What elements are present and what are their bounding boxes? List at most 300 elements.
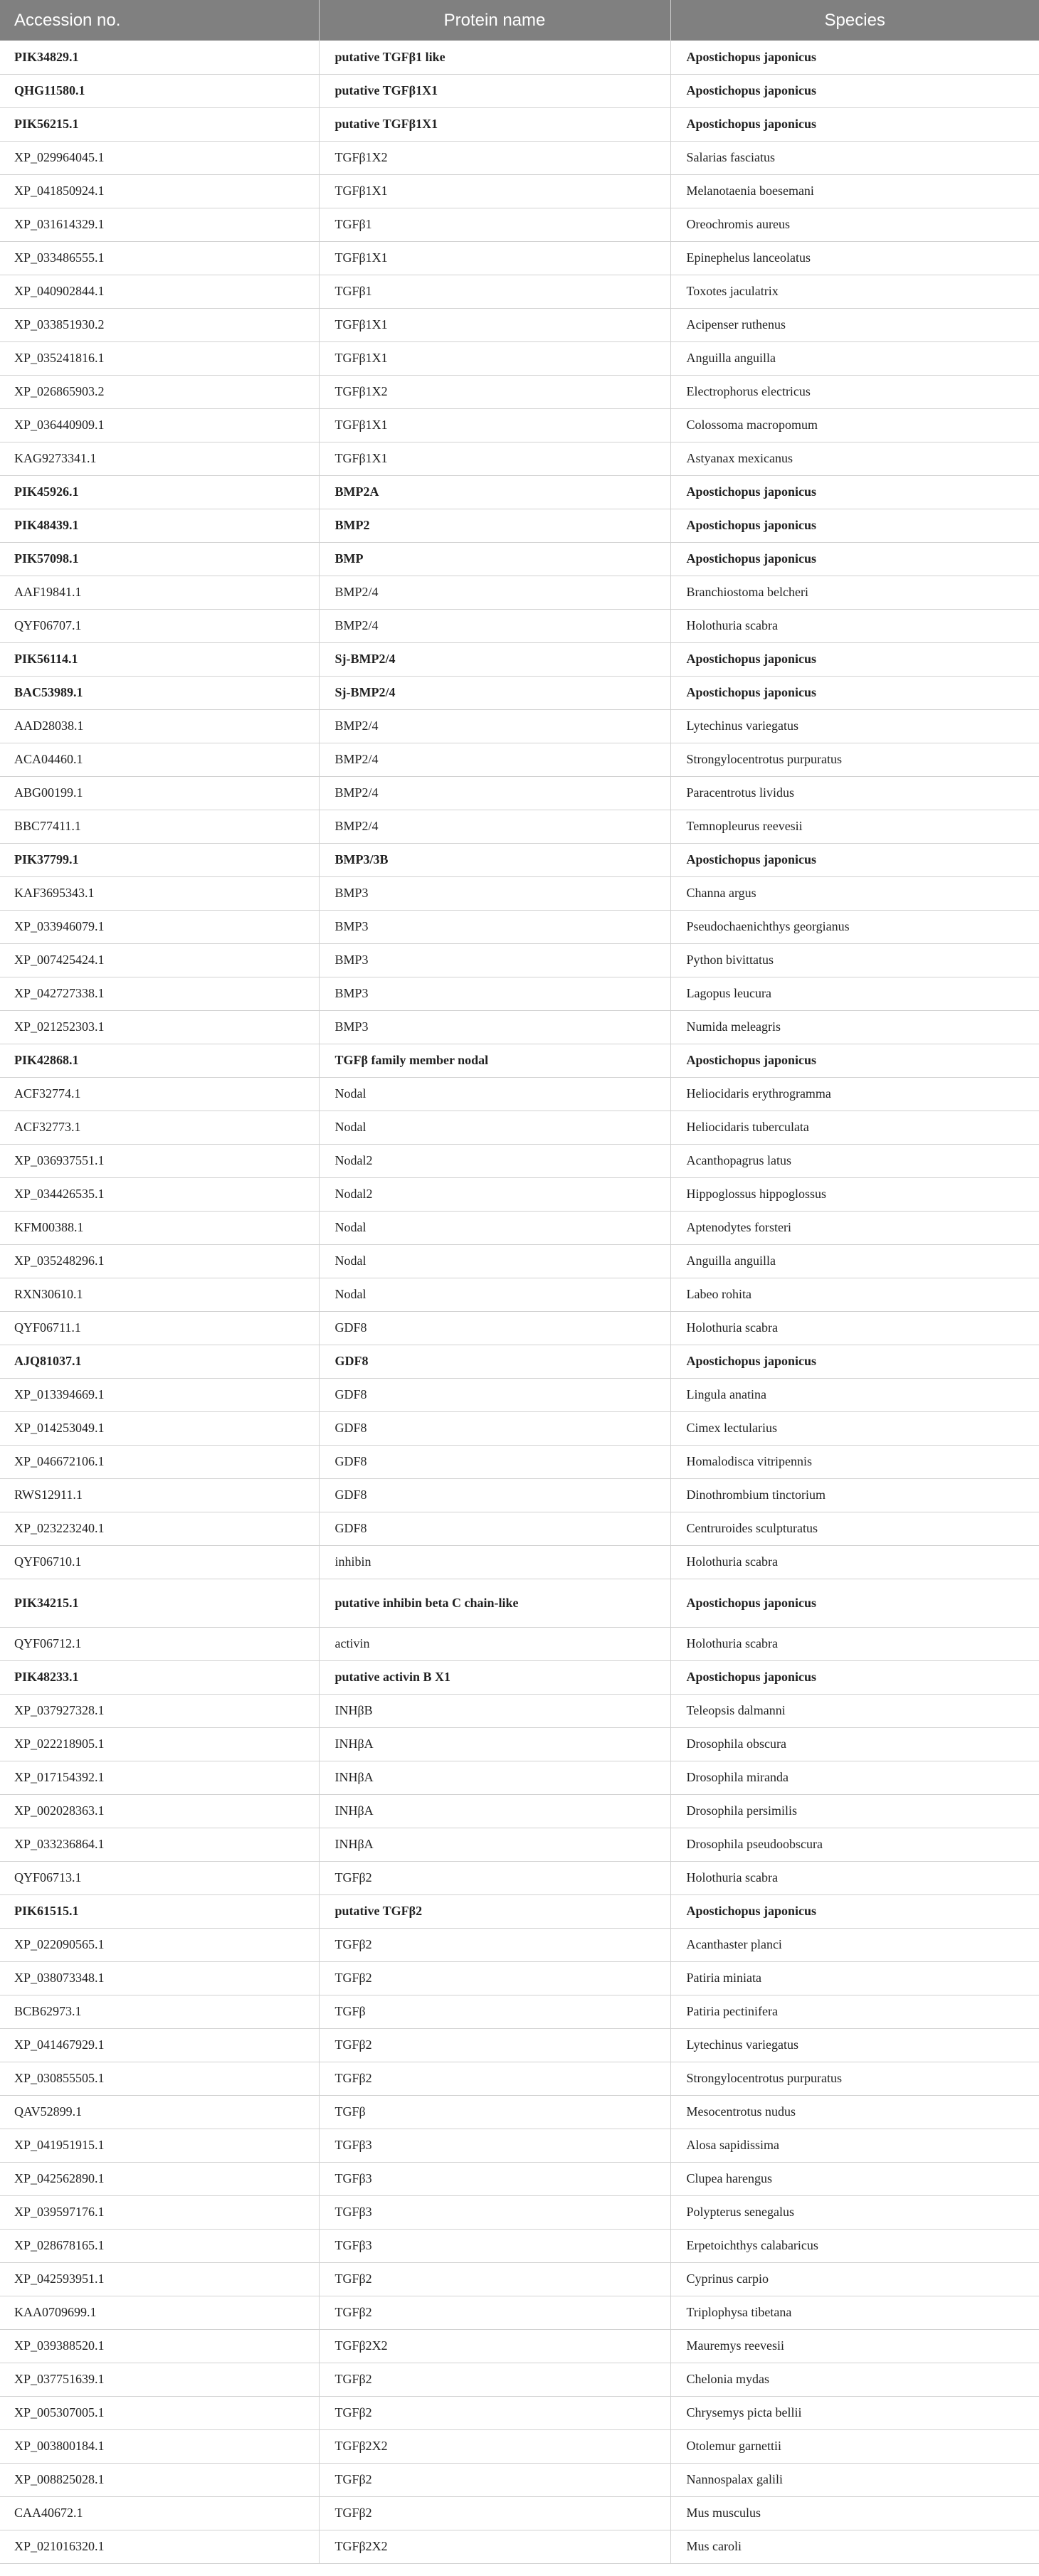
- species-cell: Apostichopus japonicus: [670, 1044, 1039, 1077]
- protein-name-cell: TGFβ1X1: [319, 341, 670, 375]
- protein-name-cell: Sj-BMP2/4: [319, 676, 670, 709]
- species-cell: Paracentrotus lividus: [670, 776, 1039, 810]
- protein-name-cell: GDF8: [319, 1345, 670, 1378]
- protein-name-cell: TGFβ3: [319, 2195, 670, 2229]
- species-cell: Holothuria scabra: [670, 1627, 1039, 1660]
- species-cell: Acanthaster planci: [670, 1928, 1039, 1961]
- table-row: [0, 2463, 1039, 2496]
- protein-name-cell: BMP2/4: [319, 609, 670, 642]
- protein-name-cell: TGFβ1X2: [319, 141, 670, 174]
- table-row: [0, 1545, 1039, 1579]
- protein-name-cell: INHβA: [319, 1828, 670, 1861]
- table-row: [0, 341, 1039, 375]
- protein-name-cell: TGFβ2: [319, 2262, 670, 2296]
- header-species: Species: [670, 0, 1039, 41]
- table-row: [0, 1660, 1039, 1694]
- protein-name-cell: INHβA: [319, 1794, 670, 1828]
- protein-name-cell: Nodal: [319, 1111, 670, 1144]
- species-cell: Acipenser ruthenus: [670, 308, 1039, 341]
- species-cell: Otolemur garnettii: [670, 2429, 1039, 2463]
- species-cell: Drosophila miranda: [670, 1761, 1039, 1794]
- protein-name-cell: GDF8: [319, 1378, 670, 1411]
- protein-name-cell: Nodal: [319, 1211, 670, 1244]
- accession-cell: PIK45926.1: [14, 484, 79, 499]
- protein-name-cell: TGFβ2: [319, 1861, 670, 1894]
- table-row: [0, 275, 1039, 308]
- table-row: [0, 1727, 1039, 1761]
- table-row: [0, 810, 1039, 843]
- protein-name-cell: TGFβ2: [319, 2363, 670, 2396]
- protein-name-cell: TGFβ2: [319, 2028, 670, 2062]
- table-row: [0, 2095, 1039, 2129]
- protein-name-cell: putative TGFβ1 like: [319, 41, 670, 74]
- protein-name-cell: BMP2/4: [319, 743, 670, 776]
- protein-name-cell: BMP2: [319, 509, 670, 542]
- protein-name-cell: TGFβ2: [319, 2463, 670, 2496]
- accession-cell: PIK42868.1: [14, 1053, 79, 1067]
- accession-cell: PIK34215.1: [14, 1595, 79, 1610]
- species-cell: Oreochromis aureus: [670, 208, 1039, 241]
- accession-cell: PIK34829.1: [14, 49, 79, 64]
- accession-cell: XP_033946079.1: [14, 919, 105, 933]
- accession-cell: XP_042562890.1: [14, 2171, 105, 2185]
- protein-name-cell: BMP3/3B: [319, 843, 670, 876]
- table-row: [0, 2530, 1039, 2563]
- protein-name-cell: BMP2/4: [319, 576, 670, 609]
- table-row: [0, 208, 1039, 241]
- species-cell: Erpetoichthys calabaricus: [670, 2229, 1039, 2262]
- species-cell: Colossoma macropomum: [670, 408, 1039, 442]
- table-row: [0, 1761, 1039, 1794]
- accession-cell: ABG00199.1: [14, 785, 83, 800]
- table-row: [0, 542, 1039, 576]
- protein-name-cell: INHβA: [319, 1727, 670, 1761]
- species-cell: Drosophila obscura: [670, 1727, 1039, 1761]
- protein-name-cell: BMP3: [319, 943, 670, 977]
- accession-cell: XP_005307005.1: [14, 2405, 105, 2419]
- species-cell: Homalodisca vitripennis: [670, 1445, 1039, 1478]
- table-row: [0, 2062, 1039, 2095]
- species-cell: Electrophorus electricus: [670, 375, 1039, 408]
- protein-name-cell: TGFβ3: [319, 2129, 670, 2162]
- species-cell: Epinephelus lanceolatus: [670, 241, 1039, 275]
- accession-cell: XP_013394669.1: [14, 1387, 105, 1401]
- accession-cell: XP_021016320.1: [14, 2539, 105, 2553]
- species-cell: Apostichopus japonicus: [670, 542, 1039, 576]
- table-row: [0, 41, 1039, 74]
- protein-name-cell: BMP2A: [319, 475, 670, 509]
- accession-cell: XP_030855505.1: [14, 2071, 105, 2085]
- table-row: [0, 308, 1039, 341]
- table-row: [0, 2229, 1039, 2262]
- table-row: [0, 174, 1039, 208]
- protein-name-cell: Nodal: [319, 1244, 670, 1278]
- accession-cell: XP_023223240.1: [14, 1521, 105, 1535]
- species-cell: Patiria miniata: [670, 1961, 1039, 1995]
- species-cell: Heliocidaris tuberculata: [670, 1111, 1039, 1144]
- protein-name-cell: putative TGFβ1X1: [319, 107, 670, 141]
- accession-cell: XP_046672106.1: [14, 1454, 105, 1468]
- table-header: [0, 0, 1039, 41]
- protein-name-cell: putative activin B X1: [319, 1660, 670, 1694]
- accession-cell: PIK37799.1: [14, 852, 79, 866]
- table-body: [0, 41, 1039, 2563]
- accession-cell: XP_042727338.1: [14, 986, 105, 1000]
- table-row: [0, 1077, 1039, 1111]
- accession-cell: KAF3695343.1: [14, 886, 95, 900]
- table-row: [0, 2396, 1039, 2429]
- table-row: [0, 74, 1039, 107]
- species-cell: Apostichopus japonicus: [670, 843, 1039, 876]
- accession-cell: XP_026865903.2: [14, 384, 105, 398]
- accession-cell: XP_042593951.1: [14, 2272, 105, 2286]
- species-cell: Pseudochaenichthys georgianus: [670, 910, 1039, 943]
- accession-cell: XP_028678165.1: [14, 2238, 105, 2252]
- species-cell: Teleopsis dalmanni: [670, 1694, 1039, 1727]
- table-row: [0, 1211, 1039, 1244]
- species-cell: Cimex lectularius: [670, 1411, 1039, 1445]
- table-row: [0, 843, 1039, 876]
- table-row: [0, 2363, 1039, 2396]
- protein-name-cell: INHβA: [319, 1761, 670, 1794]
- accession-cell: AAD28038.1: [14, 719, 84, 733]
- species-cell: Numida meleagris: [670, 1010, 1039, 1044]
- protein-name-cell: TGFβ2X2: [319, 2530, 670, 2563]
- table-row: [0, 1445, 1039, 1478]
- accession-cell: BCB62973.1: [14, 2004, 82, 2018]
- table-row: [0, 107, 1039, 141]
- species-cell: Melanotaenia boesemani: [670, 174, 1039, 208]
- species-cell: Holothuria scabra: [670, 1311, 1039, 1345]
- protein-name-cell: TGFβ2: [319, 2062, 670, 2095]
- accession-cell: XP_034426535.1: [14, 1187, 105, 1201]
- protein-name-cell: inhibin: [319, 1545, 670, 1579]
- table-row: [0, 1828, 1039, 1861]
- protein-name-cell: TGFβ1X1: [319, 241, 670, 275]
- species-cell: Apostichopus japonicus: [670, 74, 1039, 107]
- accession-cell: ACA04460.1: [14, 752, 83, 766]
- accession-cell: KFM00388.1: [14, 1220, 84, 1234]
- species-cell: Mesocentrotus nudus: [670, 2095, 1039, 2129]
- species-cell: Holothuria scabra: [670, 1861, 1039, 1894]
- species-cell: Mauremys reevesii: [670, 2329, 1039, 2363]
- table-row: [0, 642, 1039, 676]
- protein-name-cell: BMP: [319, 542, 670, 576]
- table-row: [0, 2429, 1039, 2463]
- header-row: [0, 0, 1039, 41]
- table-row: [0, 576, 1039, 609]
- species-cell: Lingula anatina: [670, 1378, 1039, 1411]
- species-cell: Apostichopus japonicus: [670, 1660, 1039, 1694]
- species-cell: Python bivittatus: [670, 943, 1039, 977]
- protein-name-cell: BMP2/4: [319, 810, 670, 843]
- species-cell: Drosophila persimilis: [670, 1794, 1039, 1828]
- protein-name-cell: GDF8: [319, 1512, 670, 1545]
- species-cell: Apostichopus japonicus: [670, 1894, 1039, 1928]
- table-row: [0, 943, 1039, 977]
- protein-name-cell: TGFβ2X2: [319, 2329, 670, 2363]
- protein-name-cell: BMP3: [319, 977, 670, 1010]
- species-cell: Apostichopus japonicus: [670, 642, 1039, 676]
- accession-cell: KAG9273341.1: [14, 451, 97, 465]
- species-cell: Mus musculus: [670, 2496, 1039, 2530]
- accession-cell: XP_021252303.1: [14, 1019, 105, 1034]
- table-row: [0, 1579, 1039, 1627]
- table-row: [0, 609, 1039, 642]
- table-row: [0, 2028, 1039, 2062]
- accession-cell: XP_014253049.1: [14, 1421, 105, 1435]
- table-row: [0, 141, 1039, 174]
- table-row: [0, 408, 1039, 442]
- table-row: [0, 1894, 1039, 1928]
- species-cell: Lytechinus variegatus: [670, 2028, 1039, 2062]
- accession-cell: XP_037927328.1: [14, 1703, 105, 1717]
- accession-cell: XP_035241816.1: [14, 351, 105, 365]
- table-row: [0, 2329, 1039, 2363]
- accession-cell: XP_003800184.1: [14, 2439, 105, 2453]
- accession-cell: XP_008825028.1: [14, 2472, 105, 2486]
- accession-cell: XP_039388520.1: [14, 2338, 105, 2353]
- table-row: [0, 1378, 1039, 1411]
- accession-cell: AJQ81037.1: [14, 1354, 82, 1368]
- accession-cell: XP_039597176.1: [14, 2205, 105, 2219]
- protein-name-cell: putative TGFβ2: [319, 1894, 670, 1928]
- accession-cell: ACF32774.1: [14, 1086, 81, 1101]
- table-row: [0, 1311, 1039, 1345]
- species-cell: Lagopus leucura: [670, 977, 1039, 1010]
- accession-cell: XP_033236864.1: [14, 1837, 105, 1851]
- accession-cell: RXN30610.1: [14, 1287, 83, 1301]
- accession-cell: CAA40672.1: [14, 2506, 83, 2520]
- species-cell: Strongylocentrotus purpuratus: [670, 2062, 1039, 2095]
- species-cell: Alosa sapidissima: [670, 2129, 1039, 2162]
- protein-name-cell: TGFβ2: [319, 1961, 670, 1995]
- protein-name-cell: activin: [319, 1627, 670, 1660]
- accession-cell: ACF32773.1: [14, 1120, 81, 1134]
- table-row: [0, 1144, 1039, 1177]
- accession-cell: XP_029964045.1: [14, 150, 105, 164]
- accession-cell: KAA0709699.1: [14, 2305, 97, 2319]
- species-cell: Branchiostoma belcheri: [670, 576, 1039, 609]
- table-row: [0, 1627, 1039, 1660]
- table-row: [0, 442, 1039, 475]
- species-cell: Triplophysa tibetana: [670, 2296, 1039, 2329]
- protein-name-cell: TGFβ1X1: [319, 408, 670, 442]
- table-row: [0, 1345, 1039, 1378]
- accession-cell: XP_033486555.1: [14, 250, 105, 265]
- table-row: [0, 509, 1039, 542]
- accession-cell: XP_040902844.1: [14, 284, 105, 298]
- table-row: [0, 1411, 1039, 1445]
- accession-cell: XP_036440909.1: [14, 418, 105, 432]
- species-cell: Apostichopus japonicus: [670, 1579, 1039, 1627]
- table-row: [0, 1478, 1039, 1512]
- protein-name-cell: TGFβ2: [319, 2296, 670, 2329]
- accession-cell: XP_036937551.1: [14, 1153, 105, 1167]
- species-cell: Clupea harengus: [670, 2162, 1039, 2195]
- accession-cell: PIK48439.1: [14, 518, 79, 532]
- accession-cell: PIK56215.1: [14, 117, 79, 131]
- species-cell: Labeo rohita: [670, 1278, 1039, 1311]
- species-cell: Apostichopus japonicus: [670, 41, 1039, 74]
- header-protein-name: Protein name: [319, 0, 670, 41]
- species-cell: Temnopleurus reevesii: [670, 810, 1039, 843]
- species-cell: Patiria pectinifera: [670, 1995, 1039, 2028]
- protein-name-cell: TGFβ2: [319, 1928, 670, 1961]
- accession-cell: XP_041850924.1: [14, 184, 105, 198]
- protein-name-cell: TGFβ1: [319, 208, 670, 241]
- table-row: [0, 475, 1039, 509]
- header-accession: Accession no.: [14, 10, 121, 30]
- accession-cell: XP_017154392.1: [14, 1770, 105, 1784]
- protein-name-cell: TGFβ family member nodal: [319, 1044, 670, 1077]
- species-cell: Strongylocentrotus purpuratus: [670, 743, 1039, 776]
- protein-name-cell: TGFβ2: [319, 2496, 670, 2530]
- species-cell: Heliocidaris erythrogramma: [670, 1077, 1039, 1111]
- accession-cell: PIK56114.1: [14, 652, 78, 666]
- table-row: [0, 2162, 1039, 2195]
- table-row: [0, 2129, 1039, 2162]
- accession-cell: QYF06711.1: [14, 1320, 81, 1335]
- table-row: [0, 1512, 1039, 1545]
- protein-name-cell: BMP3: [319, 876, 670, 910]
- accession-cell: XP_038073348.1: [14, 1971, 105, 1985]
- accession-cell: RWS12911.1: [14, 1488, 83, 1502]
- species-cell: Chrysemys picta bellii: [670, 2396, 1039, 2429]
- protein-name-cell: BMP2/4: [319, 776, 670, 810]
- accession-cell: PIK57098.1: [14, 551, 79, 566]
- accession-cell: BBC77411.1: [14, 819, 81, 833]
- table-row: [0, 2496, 1039, 2530]
- protein-name-cell: GDF8: [319, 1478, 670, 1512]
- species-cell: Apostichopus japonicus: [670, 475, 1039, 509]
- protein-name-cell: Nodal2: [319, 1177, 670, 1211]
- species-cell: Anguilla anguilla: [670, 341, 1039, 375]
- protein-name-cell: putative TGFβ1X1: [319, 74, 670, 107]
- accession-cell: XP_037751639.1: [14, 2372, 105, 2386]
- table-row: [0, 1694, 1039, 1727]
- protein-name-cell: TGFβ1X1: [319, 308, 670, 341]
- table-row: [0, 1044, 1039, 1077]
- table-row: [0, 1861, 1039, 1894]
- species-cell: Apostichopus japonicus: [670, 509, 1039, 542]
- protein-name-cell: TGFβ: [319, 2095, 670, 2129]
- species-cell: Apostichopus japonicus: [670, 1345, 1039, 1378]
- species-cell: Chelonia mydas: [670, 2363, 1039, 2396]
- protein-name-cell: Nodal2: [319, 1144, 670, 1177]
- species-cell: Astyanax mexicanus: [670, 442, 1039, 475]
- species-cell: Toxotes jaculatrix: [670, 275, 1039, 308]
- protein-name-cell: GDF8: [319, 1445, 670, 1478]
- species-cell: Holothuria scabra: [670, 1545, 1039, 1579]
- protein-name-cell: TGFβ3: [319, 2229, 670, 2262]
- protein-name-cell: TGFβ3: [319, 2162, 670, 2195]
- table-row: [0, 375, 1039, 408]
- protein-name-cell: INHβB: [319, 1694, 670, 1727]
- species-cell: Centruroides sculpturatus: [670, 1512, 1039, 1545]
- table-row: [0, 709, 1039, 743]
- accession-cell: XP_002028363.1: [14, 1803, 105, 1818]
- accession-cell: BAC53989.1: [14, 685, 83, 699]
- table-row: [0, 1010, 1039, 1044]
- accession-cell: XP_007425424.1: [14, 953, 105, 967]
- protein-name-cell: Sj-BMP2/4: [319, 642, 670, 676]
- table-row: [0, 1111, 1039, 1144]
- protein-name-cell: Nodal: [319, 1278, 670, 1311]
- protein-name-cell: BMP2/4: [319, 709, 670, 743]
- accession-cell: XP_031614329.1: [14, 217, 105, 231]
- table-row: [0, 910, 1039, 943]
- accession-cell: XP_022218905.1: [14, 1737, 105, 1751]
- accession-cell: QAV52899.1: [14, 2104, 83, 2119]
- table-row: [0, 676, 1039, 709]
- protein-name-cell: TGFβ1X2: [319, 375, 670, 408]
- accession-cell: XP_041951915.1: [14, 2138, 105, 2152]
- table-row: [0, 1177, 1039, 1211]
- species-cell: Apostichopus japonicus: [670, 107, 1039, 141]
- species-cell: Dinothrombium tinctorium: [670, 1478, 1039, 1512]
- species-cell: Mus caroli: [670, 2530, 1039, 2563]
- species-cell: Apostichopus japonicus: [670, 676, 1039, 709]
- table-row: [0, 977, 1039, 1010]
- species-cell: Hippoglossus hippoglossus: [670, 1177, 1039, 1211]
- table-row: [0, 1995, 1039, 2028]
- species-cell: Polypterus senegalus: [670, 2195, 1039, 2229]
- accession-cell: QYF06707.1: [14, 618, 82, 632]
- species-cell: Anguilla anguilla: [670, 1244, 1039, 1278]
- table-row: [0, 876, 1039, 910]
- species-cell: Holothuria scabra: [670, 609, 1039, 642]
- species-cell: Channa argus: [670, 876, 1039, 910]
- protein-name-cell: BMP3: [319, 1010, 670, 1044]
- species-cell: Cyprinus carpio: [670, 2262, 1039, 2296]
- accession-cell: XP_035248296.1: [14, 1253, 105, 1268]
- accession-cell: XP_033851930.2: [14, 317, 105, 332]
- protein-name-cell: TGFβ2: [319, 2396, 670, 2429]
- table-row: [0, 2195, 1039, 2229]
- species-cell: Nannospalax galili: [670, 2463, 1039, 2496]
- accession-cell: XP_041467929.1: [14, 2037, 105, 2052]
- table-row: [0, 2296, 1039, 2329]
- protein-name-cell: TGFβ: [319, 1995, 670, 2028]
- table-row: [0, 1961, 1039, 1995]
- accession-cell: QHG11580.1: [14, 83, 85, 97]
- table-row: [0, 776, 1039, 810]
- species-cell: Drosophila pseudoobscura: [670, 1828, 1039, 1861]
- species-cell: Lytechinus variegatus: [670, 709, 1039, 743]
- accession-cell: QYF06713.1: [14, 1870, 82, 1885]
- species-cell: Acanthopagrus latus: [670, 1144, 1039, 1177]
- accession-cell: XP_022090565.1: [14, 1937, 105, 1951]
- accession-cell: QYF06710.1: [14, 1554, 82, 1569]
- species-cell: Salarias fasciatus: [670, 141, 1039, 174]
- table-row: [0, 2262, 1039, 2296]
- table-row: [0, 241, 1039, 275]
- accession-cell: QYF06712.1: [14, 1636, 82, 1650]
- protein-name-cell: TGFβ1X1: [319, 174, 670, 208]
- table-row: [0, 1278, 1039, 1311]
- table-row: [0, 1794, 1039, 1828]
- accession-cell: AAF19841.1: [14, 585, 82, 599]
- table-row: [0, 743, 1039, 776]
- table-row: [0, 1244, 1039, 1278]
- protein-name-cell: TGFβ1: [319, 275, 670, 308]
- protein-name-cell: TGFβ2X2: [319, 2429, 670, 2463]
- species-cell: Aptenodytes forsteri: [670, 1211, 1039, 1244]
- protein-name-cell: Nodal: [319, 1077, 670, 1111]
- protein-name-cell: BMP3: [319, 910, 670, 943]
- table-row: [0, 1928, 1039, 1961]
